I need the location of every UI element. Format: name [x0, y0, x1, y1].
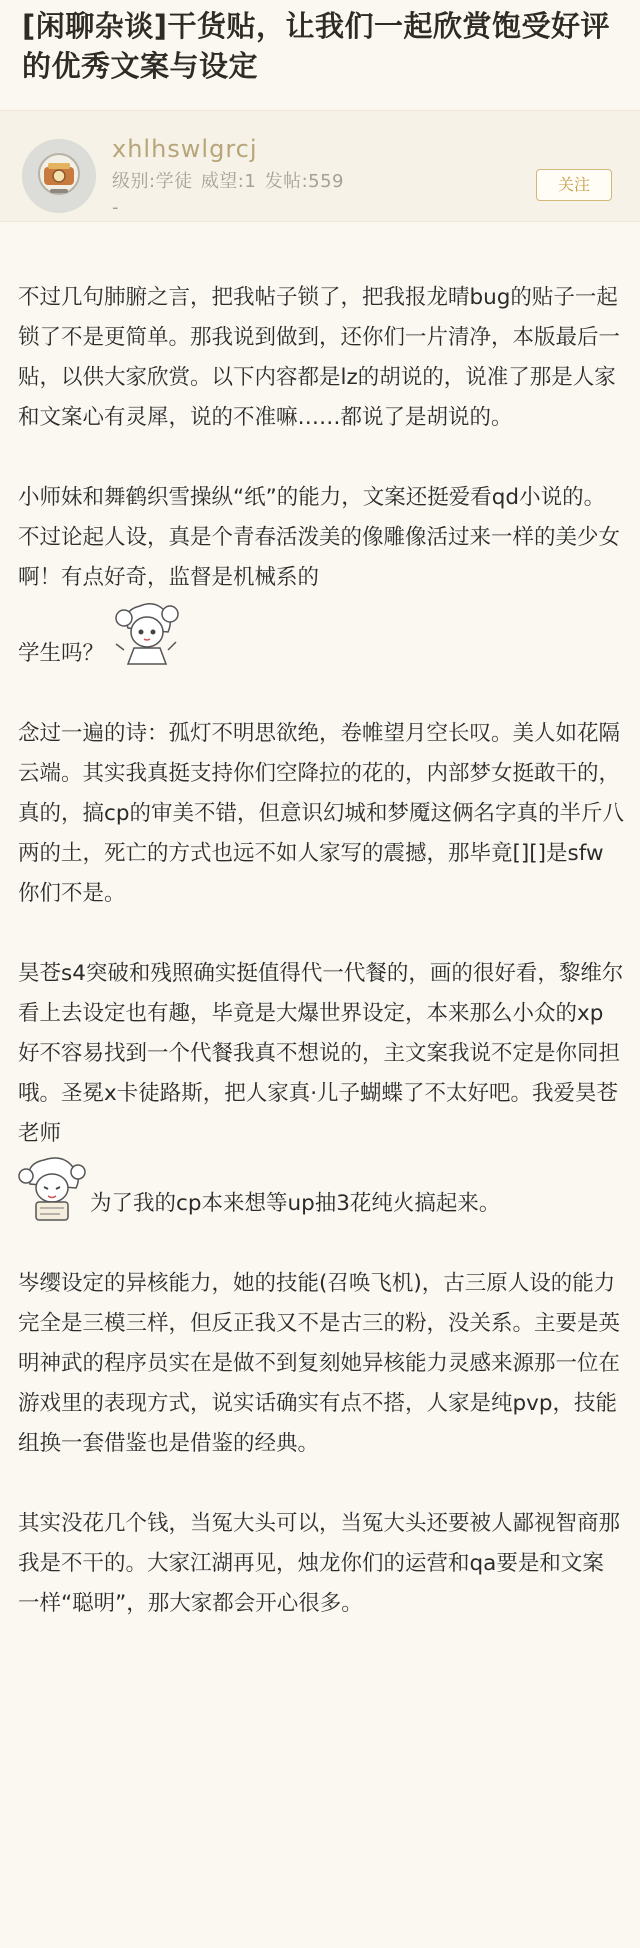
post-content	[18, 278, 624, 1664]
post-paragraph	[18, 954, 624, 1224]
post-paragraph-text: 昊苍s4突破和残照确实挺值得代一代餐的，画的很好看，黎维尔看上去设定也有趣，毕竟是大爆世界设定，本来那么小众的xp好不容易找到一个代餐我真不想说的，主文案我说不定是你同担哦。圣冕x卡徒路斯，把人家真·儿子蝴蝶了不太好吧。我爱昊苍老师	[18, 961, 624, 1146]
author-prestige: 威望:1	[200, 171, 257, 192]
sticker-girl-icon	[16, 1154, 90, 1224]
post-paragraph-text: 学生吗？	[18, 641, 105, 666]
post-paragraph	[18, 478, 624, 674]
author-name[interactable]: xhlhswlgrcj	[112, 135, 258, 163]
post-paragraph-text: 小师妹和舞鹤织雪操纵“纸”的能力，文案还挺爱看qd小说的。不过论起人设，真是个青春活泼美的像雕像活过来一样的美少女啊！有点好奇，监督是机械系的	[18, 485, 621, 590]
post-paragraph-text: 为了我的cp本来想等up抽3花纯火搞起来。	[90, 1191, 501, 1216]
author-meta	[112, 171, 346, 193]
author-bar	[0, 110, 640, 222]
follow-button[interactable]: 关注	[536, 169, 612, 201]
post-paragraph: 不过几句肺腑之言，把我帖子锁了，把我报龙晴bug的贴子一起锁了不是更简单。那我说到做到，还你们一片清净，本版最后一贴，以供大家欣赏。以下内容都是lz的胡说的，说准了那是人家和文案心有灵犀，说的不准嘛……都说了是胡说的。	[18, 285, 621, 430]
post-paragraph: 其实没花几个钱，当冤大头可以，当冤大头还要被人鄙视智商那我是不干的。大家江湖再见，烛龙你们的运营和qa要是和文案一样“聪明”，那大家都会开心很多。	[18, 1511, 621, 1616]
author-level: 级别:学徒	[112, 171, 193, 192]
post-paragraph: 念过一遍的诗：孤灯不明思欲绝，卷帷望月空长叹。美人如花隔云端。其实我真挺支持你们空降拉的花的，内部梦女挺敢干的，真的，搞cp的审美不错，但意识幻城和梦魇这俩名字真的半斤八两的土，死亡的方式也远不如人家写的震撼，那毕竟[][]是sfw你们不是。	[18, 721, 624, 906]
post-paragraph: 岑缨设定的异核能力，她的技能(召唤飞机)，古三原人设的能力完全是三模三样，但反正我又不是古三的粉，没关系。主要是英明神武的程序员实在是做不到复刻她异核能力灵感来源那一位在游戏里的表现方式，说实话确实有点不搭，人家是纯pvp，技能组换一套借鉴也是借鉴的经典。	[18, 1271, 621, 1456]
author-post-count: 发帖:559	[264, 171, 344, 192]
avatar[interactable]	[22, 139, 96, 213]
avatar-image-icon	[22, 139, 96, 213]
post-title: [闲聊杂谈]干货贴，让我们一起欣赏饱受好评的优秀文案与设定	[22, 9, 611, 83]
sticker-girl-icon	[110, 598, 184, 668]
author-meta-dash: -	[112, 197, 119, 218]
sticker-line	[18, 598, 624, 674]
sticker-line	[18, 1154, 624, 1224]
